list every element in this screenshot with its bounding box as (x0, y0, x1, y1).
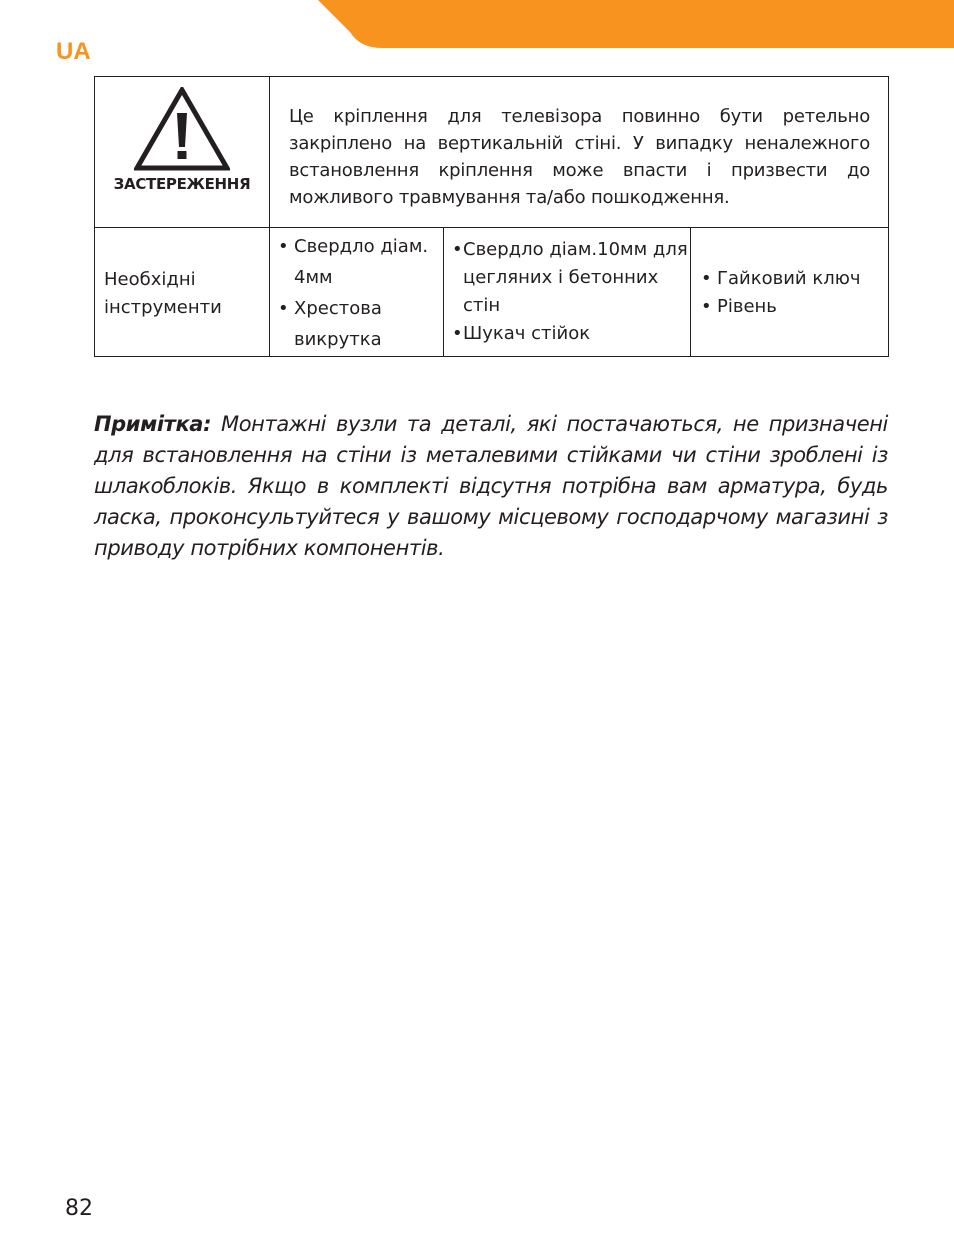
list-item: • Гайковий ключ (693, 265, 888, 293)
warning-triangle-icon (134, 87, 230, 171)
tools-label: Необхідні інструменти (104, 269, 222, 318)
bullet: • (701, 296, 712, 317)
warning-tools-table (94, 76, 889, 357)
tools-label-cell (95, 228, 270, 357)
list-item: • Рівень (693, 293, 888, 321)
tools-row (95, 228, 889, 357)
tools-col1-cell (270, 228, 444, 357)
page-number: 82 (65, 1196, 93, 1221)
tools-col2-cell (444, 228, 691, 357)
warning-label: ЗАСТЕРЕЖЕННЯ (113, 175, 251, 193)
list-item: • Шукач стійок (444, 320, 690, 348)
note-label: Примітка: (94, 412, 212, 436)
warning-text: Це кріплення для телевізора повинно бути ретельно закріплено на вертикальній стіні. У випадку неналежного встановлення кріплення може впасти і призвести до можливого травмування та/або пошкодження. (289, 106, 871, 208)
bullet: • (701, 268, 712, 289)
tools-col3-cell (691, 228, 889, 357)
language-label: UA (56, 38, 91, 65)
bullet: • (278, 236, 289, 257)
header-orange-tab (0, 0, 954, 50)
note-text: Монтажні вузли та деталі, які постачаються, не призначені для встановлення на стіни із металевими стійками чи стіни зроблені із шлакоблоків. Якщо в комплекті відсутня потрібна вам арматура, будь ласка, проконсультуйтеся у вашому місцевому господарчому магазині з приводу потрібних компонентів. (94, 412, 888, 560)
bullet: • (452, 239, 463, 260)
note-paragraph (94, 409, 888, 564)
bullet: • (278, 298, 289, 319)
list-item: • Свердло діам. 4мм (270, 231, 443, 293)
warning-row (95, 77, 889, 228)
warning-icon-cell (95, 77, 270, 228)
bullet: • (452, 323, 463, 344)
warning-text-cell (270, 77, 889, 228)
list-item: • Хрестова викрутка (270, 293, 443, 355)
list-item: • Свердло діам.10мм для цегляних і бетонних стін (444, 236, 690, 320)
